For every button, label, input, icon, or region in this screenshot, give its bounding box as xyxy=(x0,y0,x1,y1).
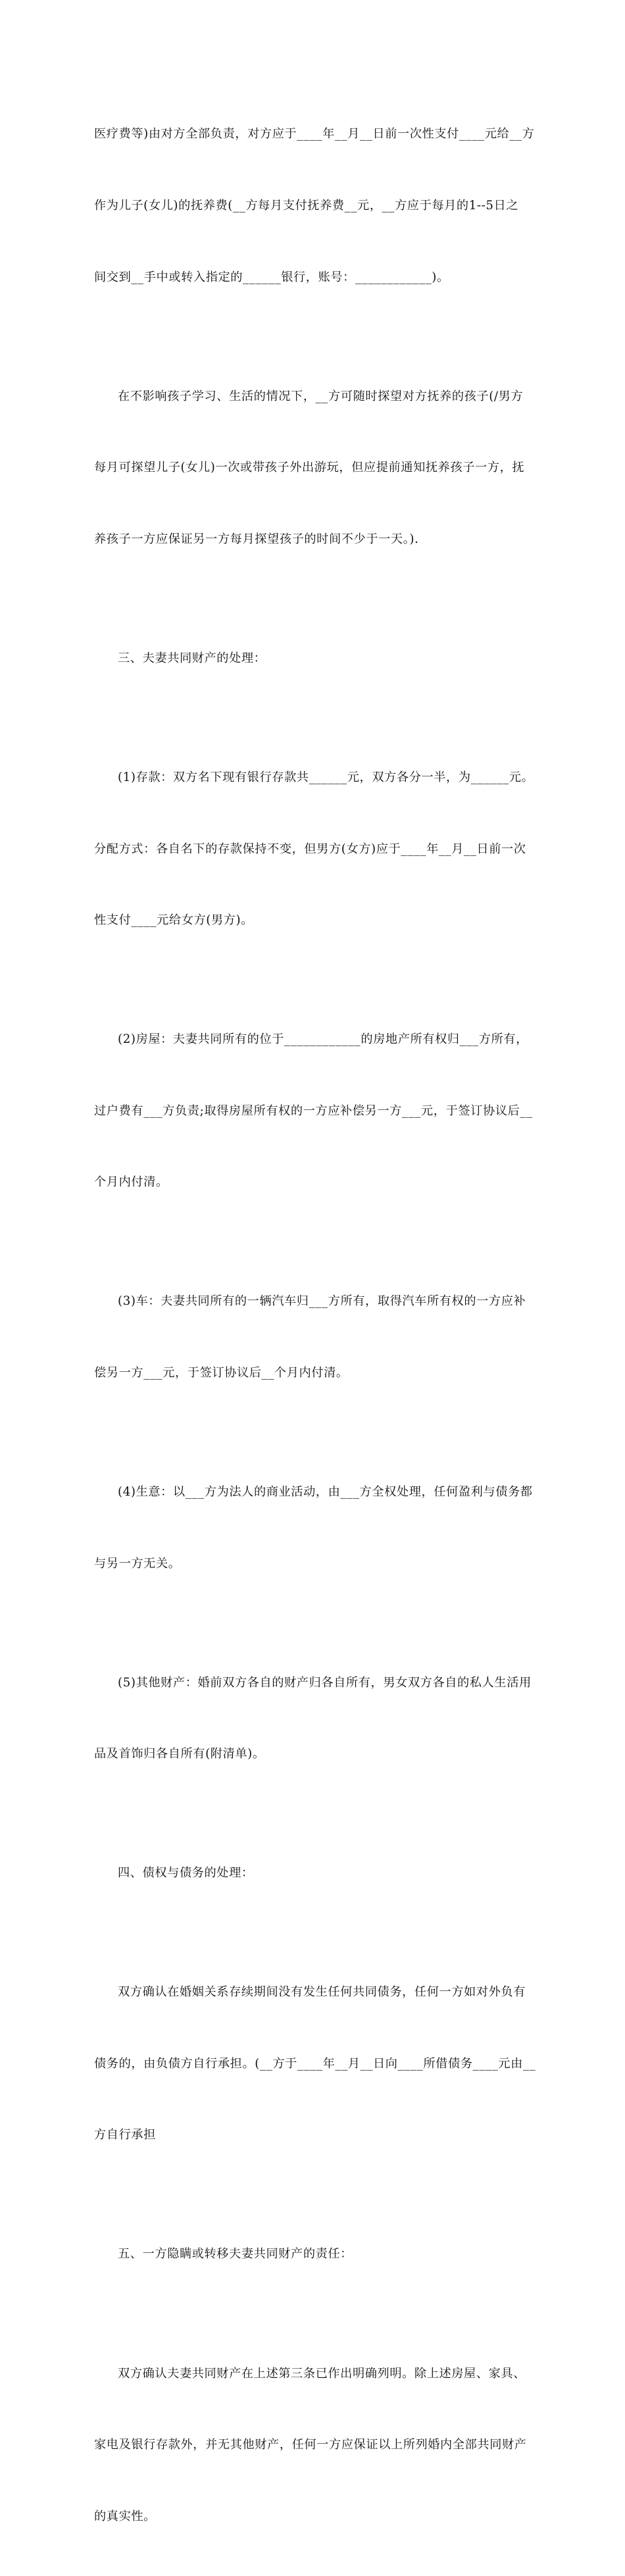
text-line: 的真实性。 xyxy=(94,2509,156,2523)
text-line: 双方确认夫妻共同财产在上述第三条已作出明确列明。除上述房屋、家具、 xyxy=(118,2366,526,2381)
text-line: 家电及银行存款外，并无其他财产，任何一方应保证以上所列婚内全部共同财产 xyxy=(94,2438,527,2452)
section-heading-concealment-liability xyxy=(94,2195,532,2314)
paragraph-child-support-payment xyxy=(94,75,535,337)
text-line: 品及首饰归各自所有(附清单)。 xyxy=(94,1747,265,1761)
text-line: (3)车：夫妻共同所有的一辆汽车归___方所有，取得汽车所有权的一方应补 xyxy=(118,1294,526,1309)
text-line: 性支付____元给女方(男方)。 xyxy=(94,913,254,928)
text-line: 医疗费等)由对方全部负责，对方应于____年__月__日前一次性支付____元给__方 xyxy=(94,127,535,141)
section-heading-debts xyxy=(94,1814,532,1933)
text-line: 与另一方无关。 xyxy=(94,1556,181,1571)
paragraph-visitation-rights xyxy=(94,337,532,599)
text-line: 偿另一方___元，于签订协议后__个月内付清。 xyxy=(94,1365,349,1380)
text-line: 过户费有___方负责;取得房屋所有权的一方应补偿另一方___元，于签订协议后__ xyxy=(94,1103,533,1118)
text-line: 债务的，由负债方自行承担。(__方于____年__月__日向____所借债务____元由__ xyxy=(94,2056,536,2071)
text-line: (4)生意：以___方为法人的商业活动，由___方全权处理，任何盈利与债务都 xyxy=(118,1484,533,1499)
paragraph-housing xyxy=(94,980,532,1242)
text-line: (1)存款：双方名下现有银行存款共______元，双方各分一半，为______元。 xyxy=(118,770,534,784)
text-line: 双方确认在婚姻关系存续期间没有发生任何共同债务，任何一方如对外负有 xyxy=(118,1985,526,2000)
text-line: 方自行承担 xyxy=(94,2128,156,2142)
paragraph-property-confirmation xyxy=(94,2314,532,2576)
paragraph-car xyxy=(94,1242,532,1433)
text-line: 作为儿子(女儿)的抚养费(__方每月支付抚养费__元，__方应于每月的1--5日之 xyxy=(94,199,519,213)
paragraph-business xyxy=(94,1433,532,1624)
text-line: 分配方式：各自名下的存款保持不变，但男方(女方)应于____年__月__日前一次 xyxy=(94,842,526,856)
paragraph-debt-confirmation xyxy=(94,1933,536,2195)
text-line: 在不影响孩子学习、生活的情况下，__方可随时探望对方抚养的孩子(/男方 xyxy=(118,389,524,403)
paragraph-other-property xyxy=(94,1623,532,1814)
text-line: 每月可探望儿子(女儿)一次或带孩子外出游玩，但应提前通知抚养孩子一方，抚 xyxy=(94,461,525,475)
text-line: (5)其他财产：婚前双方各自的财产归各自所有，男女双方各自的私人生活用 xyxy=(118,1675,532,1690)
text-line: 养孩子一方应保证另一方每月探望孩子的时间不少于一天。). xyxy=(94,532,419,546)
text-line: 间交到__手中或转入指定的______银行，账号：____________)。 xyxy=(94,270,449,284)
document-body xyxy=(94,75,536,2576)
text-line: 个月内付清。 xyxy=(94,1175,168,1190)
text-line: 五、一方隐瞒或转移夫妻共同财产的责任： xyxy=(118,2247,353,2261)
text-line: (2)房屋：夫妻共同所有的位于____________的房地产所有权归___方所有， xyxy=(118,1032,528,1047)
text-line: 四、债权与债务的处理： xyxy=(118,1866,254,1881)
section-heading-joint-property xyxy=(94,599,532,718)
paragraph-deposits xyxy=(94,718,532,980)
text-line: 三、夫妻共同财产的处理： xyxy=(118,651,266,665)
